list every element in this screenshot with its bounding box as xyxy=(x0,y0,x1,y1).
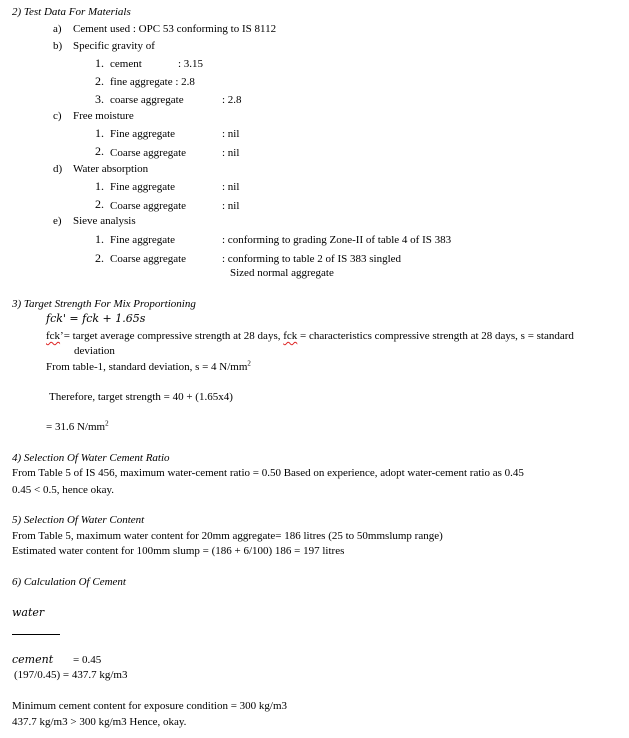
list-item-value: : nil xyxy=(222,181,240,193)
list-number: 3. xyxy=(95,92,104,106)
fraction-bar xyxy=(12,634,60,635)
item-e-marker: e) xyxy=(53,215,62,227)
target-strength-calc: Therefore, target strength = 40 + (1.65x4) xyxy=(49,391,233,403)
list-item-label: Coarse aggregate xyxy=(110,147,187,159)
list-item-label: Fine aggregate xyxy=(110,128,176,140)
item-d-text: Water absorption xyxy=(73,163,149,175)
item-c-marker: c) xyxy=(53,110,62,122)
list-item-label: Coarse aggregate xyxy=(110,200,187,212)
target-strength-formula: fck' = fck + 1.65s xyxy=(46,312,146,325)
item-d-marker: d) xyxy=(53,163,63,175)
item-c-text: Free moisture xyxy=(73,110,134,122)
item-a-marker: a) xyxy=(53,23,62,35)
list-item-value: : nil xyxy=(222,147,240,159)
ratio-value: = 0.45 xyxy=(73,654,102,666)
list-item-value: : conforming to grading Zone-II of table 4 of IS 383 xyxy=(222,234,452,246)
section-2-heading: 2) Test Data For Materials xyxy=(12,6,131,18)
list-number: 1. xyxy=(95,126,104,140)
list-item-value: : conforming to table 2 of IS 383 singled xyxy=(222,253,402,265)
list-number: 2. xyxy=(95,197,104,211)
section-3-heading: 3) Target Strength For Mix Proportioning xyxy=(12,298,196,310)
section-6-heading: 6) Calculation Of Cement xyxy=(12,576,126,588)
list-item-value-continued: Sized normal aggregate xyxy=(230,267,334,279)
spellcheck-word: fck xyxy=(283,330,298,342)
item-e-text: Sieve analysis xyxy=(73,215,136,227)
paragraph-line: Estimated water content for 100mm slump = (186 + 6/100) 186 = 197 litres xyxy=(12,545,345,557)
list-item-label: coarse aggregate xyxy=(110,94,184,106)
target-strength-result: = 31.6 $N/mm^2$ xyxy=(46,419,109,433)
standard-deviation-line: From table-1, standard deviation, s = 4 $N/mm^2$ xyxy=(46,359,251,373)
list-item-value: : nil xyxy=(222,200,240,212)
list-number: 2. xyxy=(95,144,104,158)
list-number: 1. xyxy=(95,232,104,246)
spellcheck-word: fck xyxy=(46,330,61,342)
list-item-label: Coarse aggregate xyxy=(110,253,187,265)
list-item-value: : 2.8 xyxy=(222,94,242,106)
paragraph-line: 437.7 kg/m3 > 300 kg/m3 Hence, okay. xyxy=(12,716,187,728)
cement-calc: (197/0.45) = 437.7 kg/m3 xyxy=(14,669,128,681)
list-item-label: fine aggregate : 2.8 xyxy=(110,76,195,88)
fraction-numerator: water xyxy=(12,606,45,619)
list-number: 1. xyxy=(95,56,104,70)
paragraph-line: From Table 5, maximum water content for 20mm aggregate= 186 litres (25 to 50mmslump range) xyxy=(12,530,443,542)
list-item-value: : 3.15 xyxy=(178,58,204,70)
paragraph-line: 0.45 < 0.5, hence okay. xyxy=(12,484,115,496)
item-b-marker: b) xyxy=(53,40,63,52)
section-4-heading: 4) Selection Of Water Cement Ratio xyxy=(12,452,170,464)
list-number: 2. xyxy=(95,74,104,88)
list-number: 2. xyxy=(95,251,104,265)
paragraph-line: From Table 5 of IS 456, maximum water-cement ratio = 0.50 Based on experience, adopt water-cement ratio as 0.45 xyxy=(12,467,524,479)
paragraph-line: Minimum cement content for exposure condition = 300 kg/m3 xyxy=(12,700,288,712)
definition-line-continued: deviation xyxy=(74,345,115,357)
list-number: 1. xyxy=(95,179,104,193)
definition-line: fck’= target average compressive strength at 28 days, fck = characteristics compressive strength at 28 days, s = standard xyxy=(46,330,574,342)
list-item-label: Fine aggregate xyxy=(110,181,176,193)
item-b-text: Specific gravity of xyxy=(73,40,155,52)
section-5-heading: 5) Selection Of Water Content xyxy=(12,514,145,526)
item-a-text: Cement used : OPC 53 conforming to IS 8112 xyxy=(73,23,277,35)
fraction-denominator: cement xyxy=(12,653,54,666)
list-item-label: cement xyxy=(110,58,142,70)
list-item-label: Fine aggregate xyxy=(110,234,176,246)
list-item-value: : nil xyxy=(222,128,240,140)
